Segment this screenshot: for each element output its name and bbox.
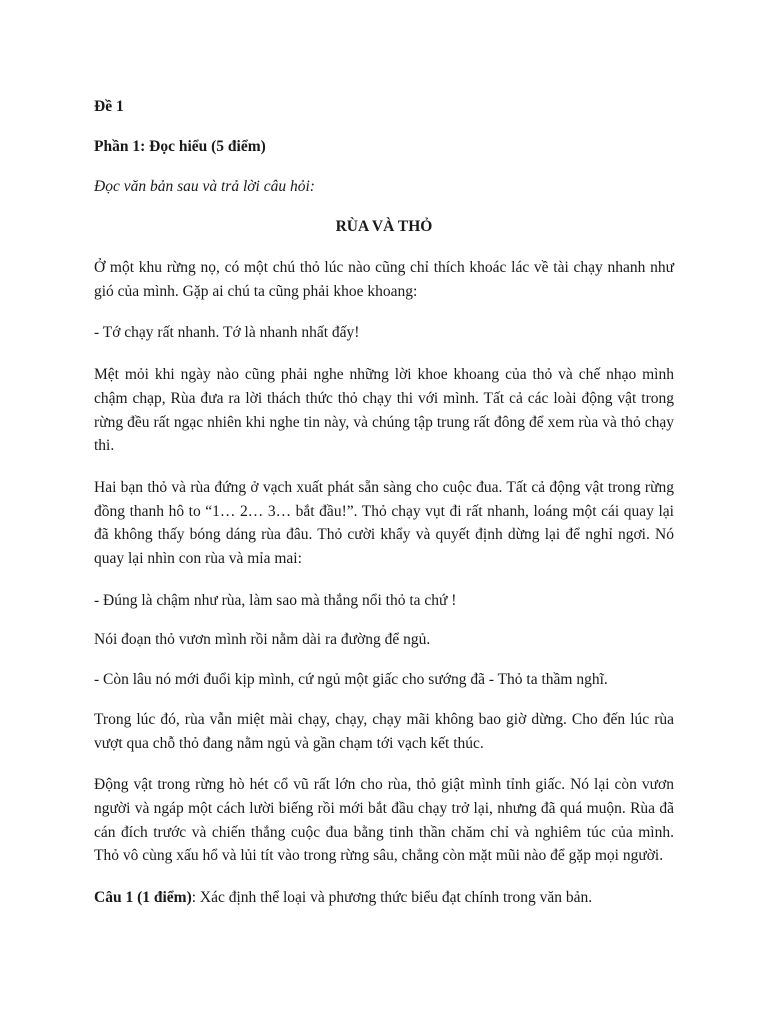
story-paragraph: Động vật trong rừng hò hét cổ vũ rất lớn cho rùa, thỏ giật mình tỉnh giấc. Nó lại còn vươn người và ngáp một cách lười biếng rồi mới bắt đầu chạy trở lại, nhưng đã quá muộn. Rùa đã cán đích trước và chiến thắng cuộc đua bằng tinh thần chăm chỉ và nghiêm túc của mình. Thỏ vô cùng xấu hổ và lủi tít vào trong rừng sâu, chẳng còn mặt mũi nào để gặp mọi người. <box>94 776 674 865</box>
story-paragraph: - Đúng là chậm như rùa, làm sao mà thắng nổi thỏ ta chứ ! <box>94 591 457 609</box>
exam-label: Đề 1 <box>94 98 124 115</box>
story-paragraph: Ở một khu rừng nọ, có một chú thỏ lúc nào cũng chỉ thích khoác lác về tài chạy nhanh như gió của mình. Gặp ai chú ta cũng phải khoe khoang: <box>94 259 674 300</box>
story-paragraph: Hai bạn thỏ và rùa đứng ở vạch xuất phát sẵn sàng cho cuộc đua. Tất cả động vật trong rừng đồng thanh hô to “1… 2… 3… bắt đầu!”. Thỏ chạy vụt đi rất nhanh, loáng một cái quay lại đã không thấy bóng dáng rùa đâu. Thỏ cười khẩy và quyết định dừng lại để nghỉ ngơi. Nó quay lại nhìn con rùa và mỉa mai: <box>94 478 674 568</box>
section-title: Phần 1: Đọc hiểu (5 điểm) <box>94 138 266 155</box>
question-1-label: Câu 1 (1 điểm) <box>94 889 192 907</box>
instruction-text: Đọc văn bản sau và trả lời câu hỏi: <box>94 178 315 195</box>
story-title: RÙA VÀ THỎ <box>335 218 433 235</box>
question-1-text: : Xác định thể loại và phương thức biểu đạt chính trong văn bản. <box>191 889 593 907</box>
story-paragraph: - Còn lâu nó mới đuổi kịp mình, cứ ngủ một giấc cho sướng đã - Thỏ ta thầm nghĩ. <box>94 671 608 689</box>
story-paragraph: Mệt mỏi khi ngày nào cũng phải nghe những lời khoe khoang của thỏ và chế nhạo mình chậm chạp, Rùa đưa ra lời thách thức thỏ chạy thi với mình. Tất cả các loài động vật trong rừng đều rất ngạc nhiên khi nghe tin này, và chúng tập trung rất đông để xem rùa và thỏ chạy thi. <box>94 366 674 455</box>
story-paragraph: Trong lúc đó, rùa vẫn miệt mài chạy, chạy, chạy mãi không bao giờ dừng. Cho đến lúc rùa vượt qua chỗ thỏ đang nằm ngủ và gần chạm tới vạch kết thúc. <box>94 710 674 752</box>
question-1 <box>94 886 674 910</box>
story-paragraph: - Tớ chạy rất nhanh. Tớ là nhanh nhất đấy! <box>94 324 360 342</box>
story-paragraph: Nói đoạn thỏ vươn mình rồi nằm dài ra đường để ngủ. <box>94 631 431 649</box>
document-page <box>94 96 674 928</box>
